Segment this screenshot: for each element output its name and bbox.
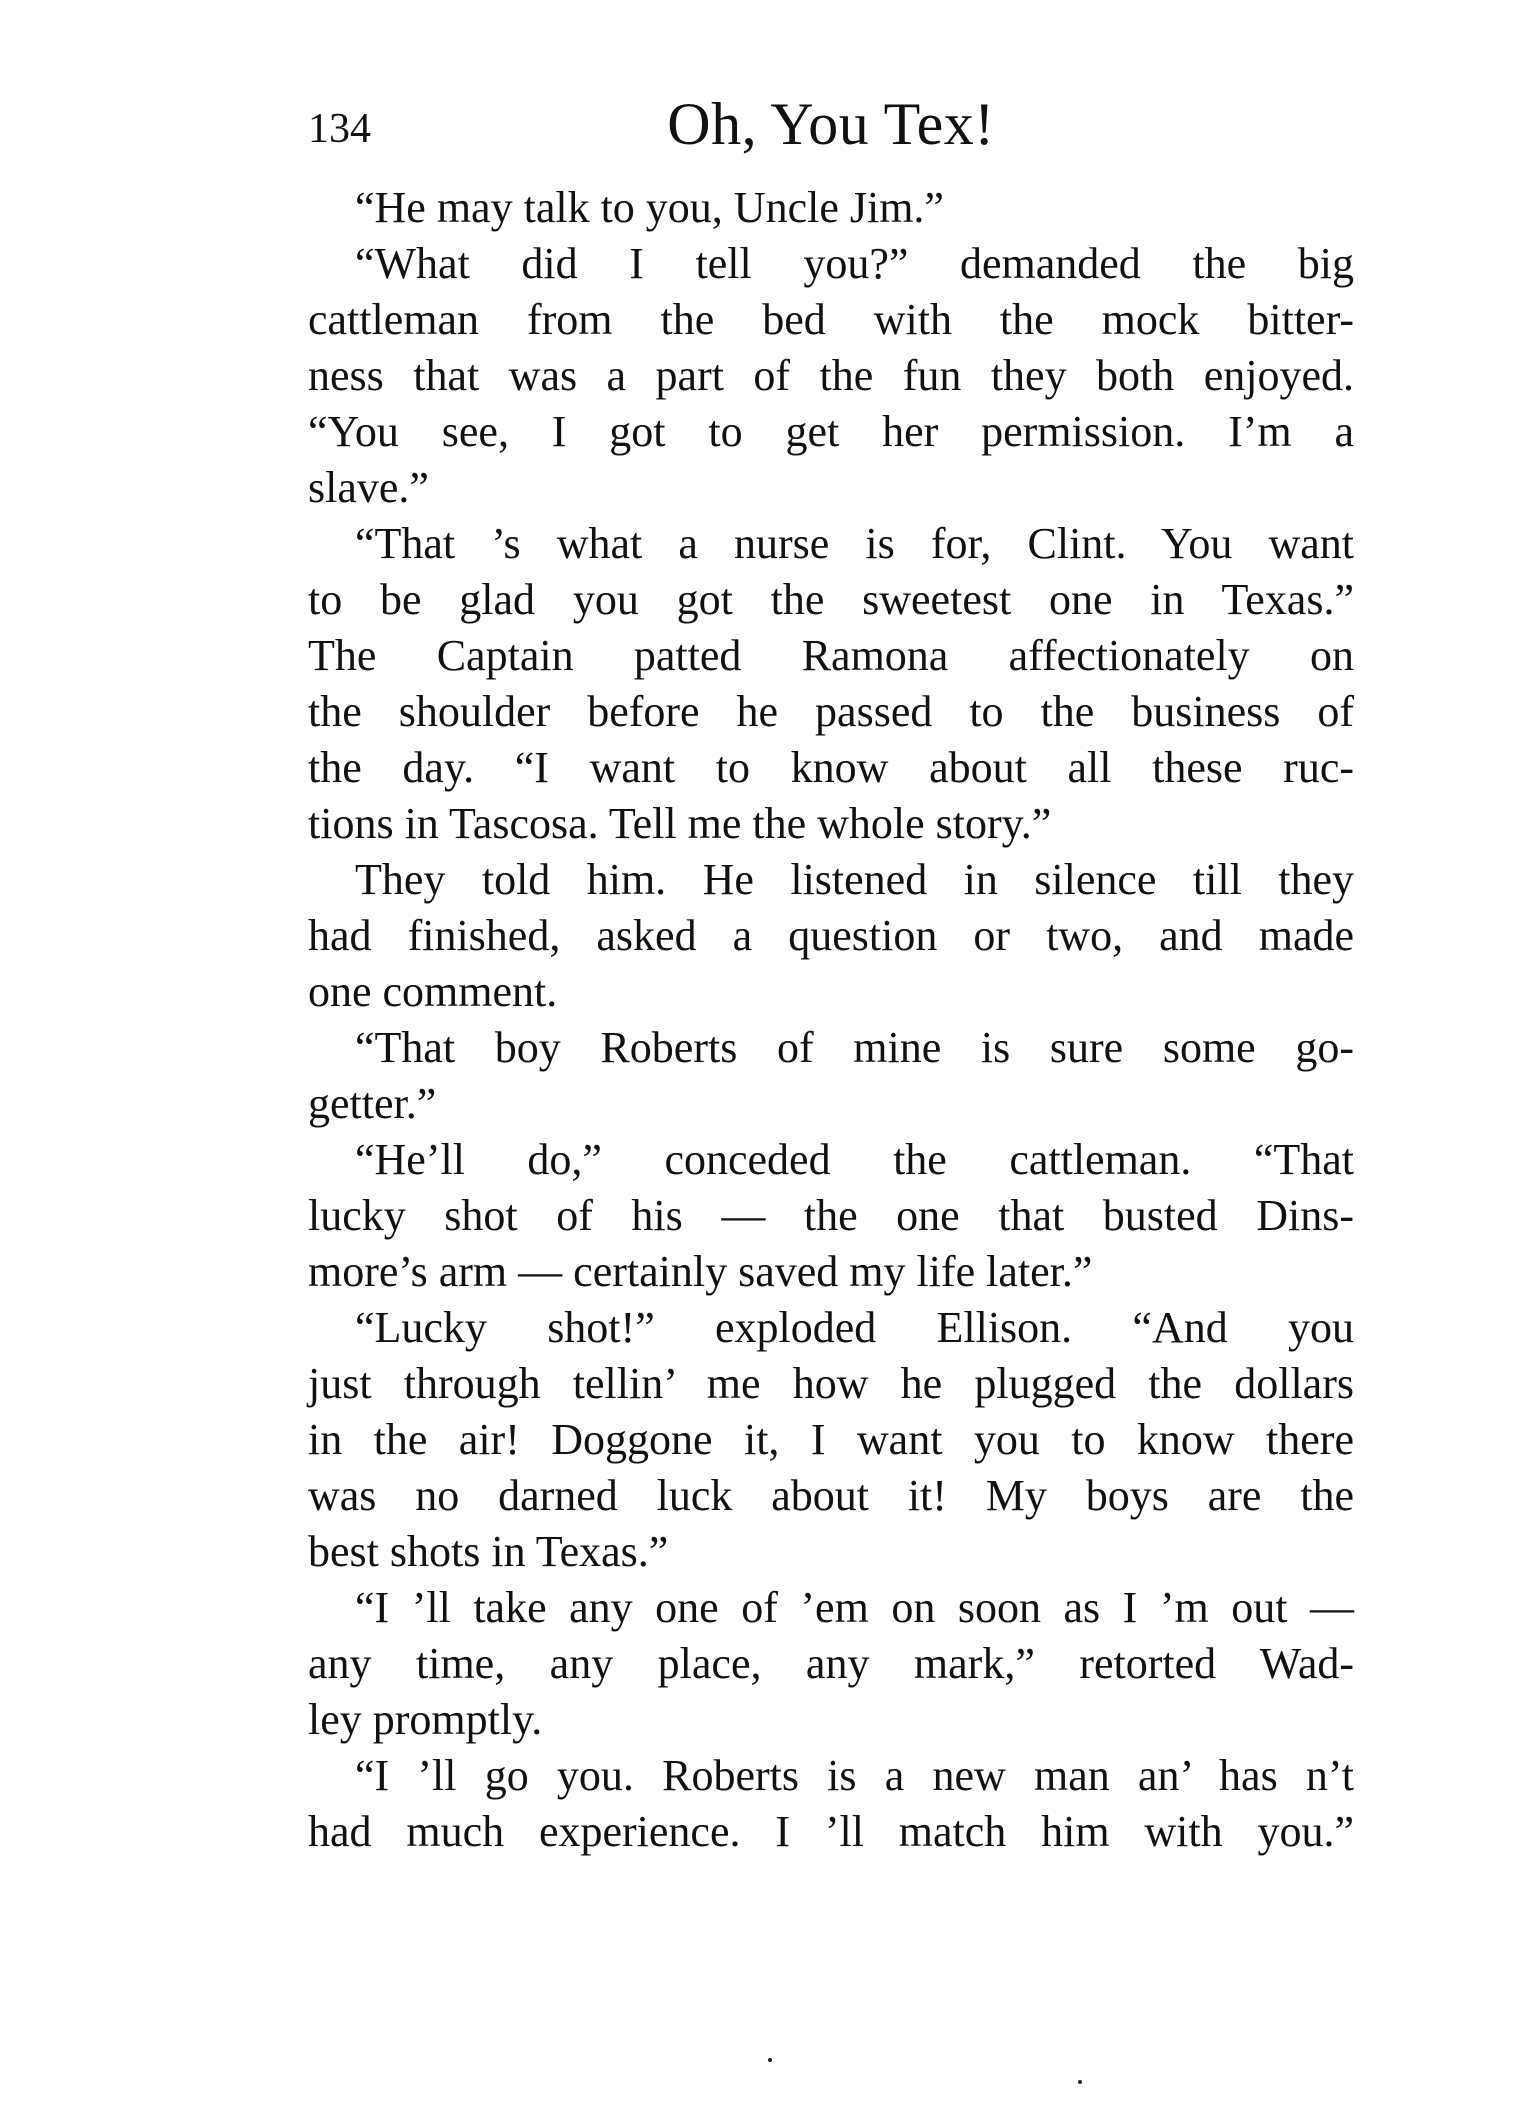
text-line: They told him. He listened in silence till they	[355, 855, 1354, 904]
text-line: “I ’ll take any one of ’em on soon as I ’m out —	[355, 1583, 1354, 1632]
page-number: 134	[308, 106, 371, 152]
running-head	[308, 91, 1354, 174]
text-line: more’s arm — certainly saved my life later.”	[308, 1247, 1093, 1296]
text-line: “That boy Roberts of mine is sure some go-	[355, 1023, 1354, 1072]
text-line: one comment.	[308, 967, 558, 1016]
text-line: “I ’ll go you. Roberts is a new man an’ has n’t	[355, 1751, 1354, 1800]
text-line: in the air! Doggone it, I want you to know there	[308, 1415, 1354, 1464]
text-line: was no darned luck about it! My boys are the	[308, 1471, 1354, 1520]
book-title: Oh, You Tex!	[667, 91, 995, 157]
text-line: the shoulder before he passed to the business of	[308, 687, 1354, 736]
text-line: to be glad you got the sweetest one in Texas.”	[308, 575, 1354, 624]
text-line: had much experience. I ’ll match him with you.”	[308, 1807, 1354, 1856]
text-line: “That ’s what a nurse is for, Clint. You want	[355, 519, 1354, 568]
text-line: slave.”	[308, 463, 429, 512]
text-line: getter.”	[308, 1079, 437, 1128]
text-line: the day. “I want to know about all these ruc-	[308, 743, 1354, 792]
text-line: tions in Tascosa. Tell me the whole story.”	[308, 799, 1052, 848]
text-line: “Lucky shot!” exploded Ellison. “And you	[355, 1303, 1354, 1352]
ink-speck	[1078, 2080, 1082, 2084]
text-line: “He may talk to you, Uncle Jim.”	[355, 183, 944, 232]
text-line: “He’ll do,” conceded the cattleman. “That	[355, 1135, 1354, 1184]
text-line: any time, any place, any mark,” retorted Wad-	[308, 1639, 1354, 1688]
text-line: ness that was a part of the fun they both enjoyed.	[308, 351, 1354, 400]
body-text	[308, 180, 1354, 1860]
ink-speck	[768, 2058, 772, 2062]
text-line: “What did I tell you?” demanded the big	[355, 239, 1354, 288]
text-line: had finished, asked a question or two, and made	[308, 911, 1354, 960]
text-line: The Captain patted Ramona affectionately on	[308, 631, 1354, 680]
text-line: ley promptly.	[308, 1695, 543, 1744]
text-line: “You see, I got to get her permission. I’m a	[308, 407, 1354, 456]
text-line: best shots in Texas.”	[308, 1527, 669, 1576]
text-line: just through tellin’ me how he plugged the dollars	[308, 1359, 1354, 1408]
text-line: lucky shot of his — the one that busted Dins-	[308, 1191, 1354, 1240]
text-line: cattleman from the bed with the mock bitter-	[308, 295, 1354, 344]
